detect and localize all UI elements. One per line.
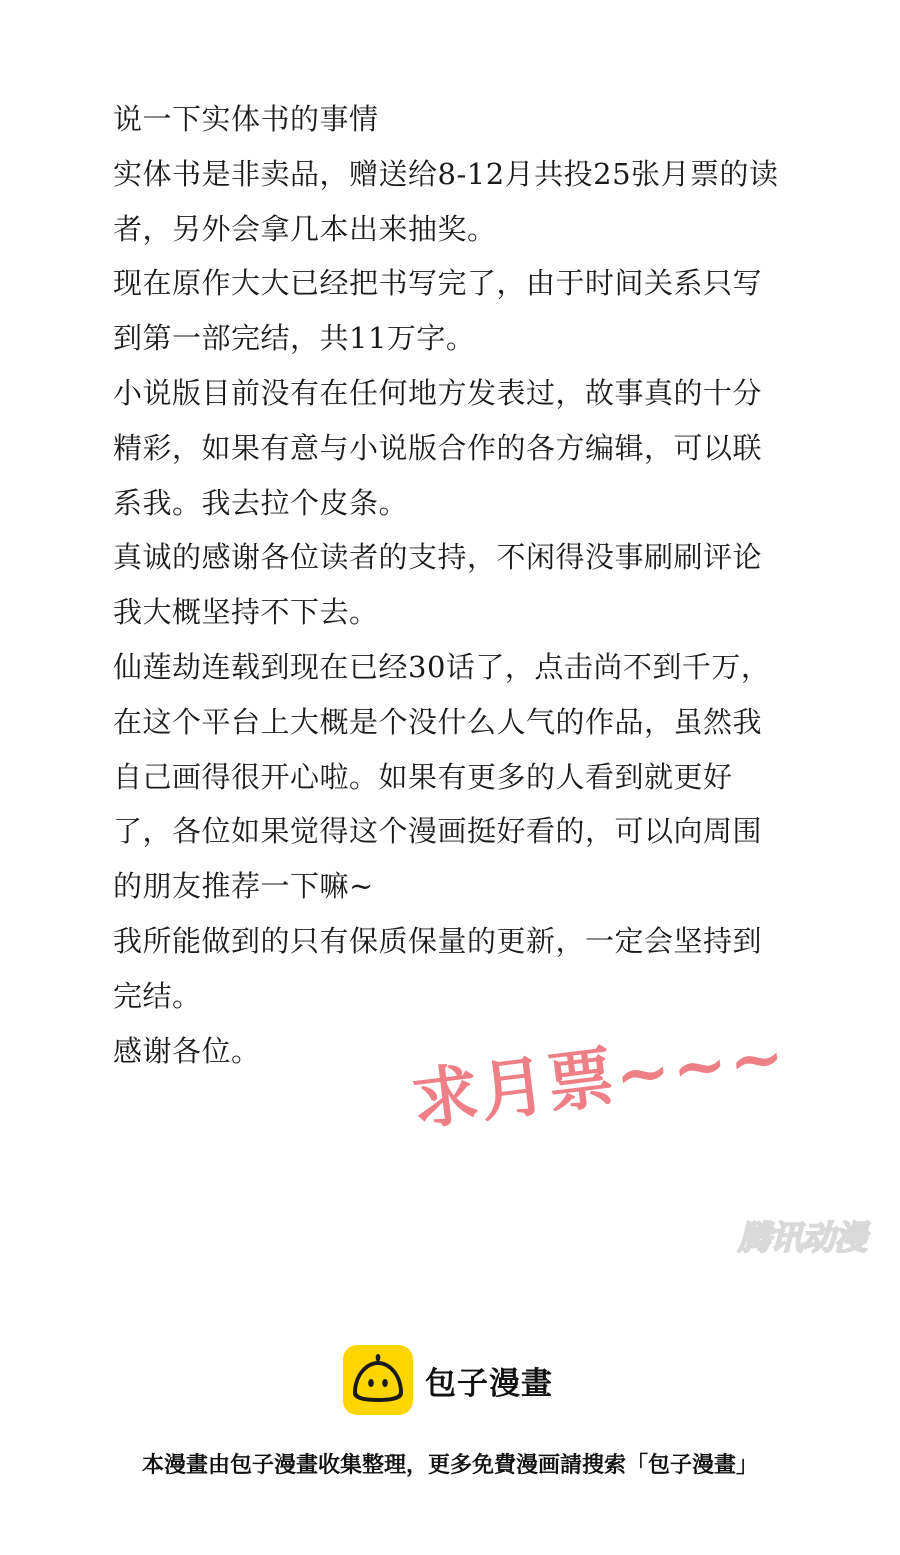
baozi-logo-icon — [343, 1345, 413, 1415]
note-line: 说一下实体书的事情 — [113, 102, 379, 136]
note-line: 者，另外会拿几本出来抽奖。 — [113, 211, 497, 246]
note-line: 仙莲劫连载到现在已经30话了，点击尚不到千万， — [113, 649, 771, 684]
note-line: 完结。 — [113, 978, 202, 1013]
note-line: 在这个平台上大概是个没什么人气的作品，虽然我 — [113, 704, 763, 739]
tencent-comic-watermark: 腾讯动漫 — [738, 1218, 866, 1257]
note-line: 现在原作大大已经把书写完了，由于时间关系只写 — [113, 266, 763, 301]
monthly-ticket-request: 求月票~~~ — [407, 1016, 791, 1140]
note-line: 自己画得很开心啦。如果有更多的人看到就更好 — [113, 759, 733, 794]
note-line: 了，各位如果觉得这个漫画挺好看的，可以向周围 — [113, 814, 763, 849]
brand-name: 包子漫畫 — [425, 1365, 553, 1402]
note-line: 精彩，如果有意与小说版合作的各方编辑，可以联 — [113, 430, 763, 465]
footer-notice: 本漫畫由包子漫畫收集整理，更多免費漫画請搜索「包子漫畫」 — [141, 1453, 758, 1478]
note-line: 小说版目前没有在任何地方发表过，故事真的十分 — [113, 375, 763, 410]
note-line: 实体书是非卖品，赠送给8-12月共投25张月票的读 — [113, 156, 779, 191]
note-line: 系我。我去拉个皮条。 — [113, 485, 409, 520]
note-line: 我大概坚持不下去。 — [113, 595, 379, 630]
note-line: 的朋友推荐一下嘛~ — [113, 869, 374, 904]
note-line: 我所能做到的只有保质保量的更新，一定会坚持到 — [113, 923, 763, 958]
author-note — [113, 92, 813, 1078]
note-line: 真诚的感谢各位读者的支持，不闲得没事刷刷评论 — [113, 540, 763, 575]
note-line: 到第一部完结，共11万字。 — [113, 321, 476, 356]
brand-block — [343, 1345, 553, 1415]
note-line: 感谢各位。 — [113, 1033, 261, 1068]
